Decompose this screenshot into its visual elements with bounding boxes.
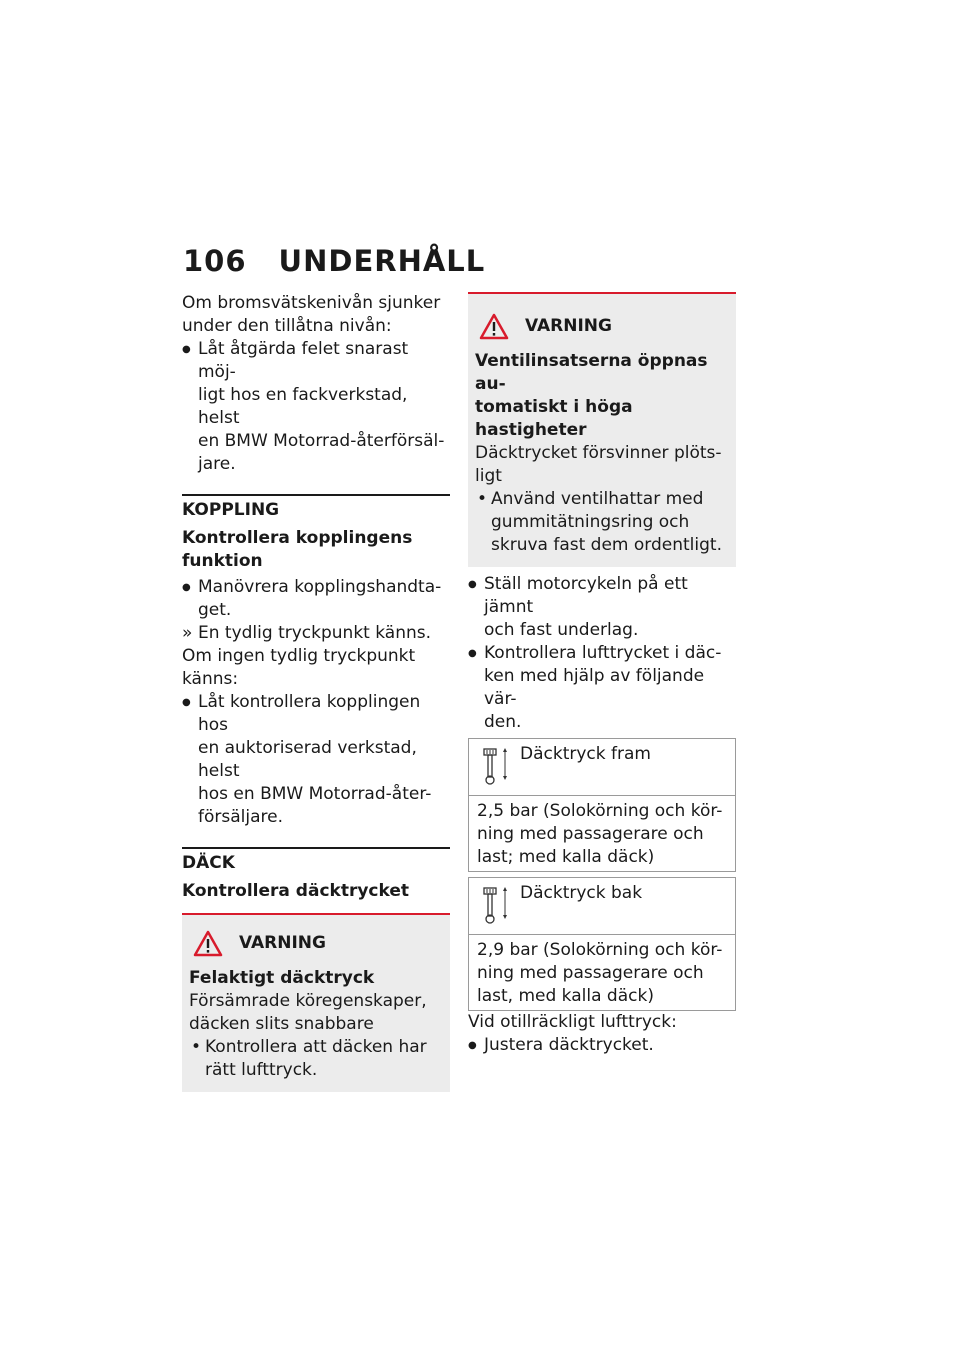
warning-label: VARNING	[239, 932, 326, 953]
warning-triangle-icon	[193, 930, 223, 957]
page-header	[183, 244, 485, 278]
section-title-koppling: KOPPLING	[182, 494, 450, 522]
intro-text: Om bromsvätskenivån sjunker under den tillåtna nivån:	[182, 293, 441, 336]
warning-title: Ventilinsatserna öppnas au- tomatiskt i höga hastigheter	[475, 351, 708, 440]
spec-dacktryck-fram	[468, 738, 736, 872]
tire-pressure-gauge-icon	[483, 747, 513, 787]
bullet-kontrollera-lufttrycket: ● Kontrollera lufttrycket i däc- ken med hjälp av följande vär- den.	[468, 642, 736, 734]
koppling-bullet-1: ● Manövrera kopplingshandta- get.	[182, 576, 450, 622]
warning-box-ventilinsatser	[468, 292, 736, 567]
warning-text: Försämrade köregenskaper, däcken slits snabbare	[189, 991, 427, 1034]
heading-kontrollera-dacktrycket: Kontrollera däcktrycket	[182, 881, 410, 901]
warning-box-dacktryck	[182, 913, 450, 1092]
spec-dacktryck-bak	[468, 877, 736, 1011]
section-title-dack: DÄCK	[182, 847, 450, 875]
spec-label-fram: Däcktryck fram	[520, 744, 651, 764]
left-column	[182, 292, 450, 1092]
warning-label: VARNING	[525, 315, 612, 336]
bullet-justera: ● Justera däcktrycket.	[468, 1034, 736, 1057]
condition-otillrackligt: Vid otillräckligt lufttryck:	[468, 1012, 677, 1032]
bullet-stall-motorcykeln: ● Ställ motorcykeln på ett jämnt och fast underlag.	[468, 573, 736, 642]
warning-triangle-icon	[479, 313, 509, 340]
spec-value-bak: 2,9 bar (Solokörning och kör- ning med passagerare och last, med kalla däck)	[477, 940, 723, 1006]
intro-bullet: ● Låt åtgärda felet snarast möj- ligt hos en fackverkstad, helst en BMW Motorrad-återförsäl- jare.	[182, 338, 450, 476]
koppling-bullet-2: ● Låt kontrollera kopplingen hos en auktoriserad verkstad, helst hos en BMW Motorrad-åter- försäljare.	[182, 691, 450, 829]
koppling-condition: Om ingen tydlig tryckpunkt känns:	[182, 646, 416, 689]
tire-pressure-gauge-icon	[483, 886, 513, 926]
koppling-result: » En tydlig tryckpunkt känns.	[182, 622, 450, 645]
heading-kopplingens-funktion: Kontrollera kopplingens funktion	[182, 528, 413, 571]
warning-text: Däcktrycket försvinner plöts- ligt	[475, 443, 722, 486]
page-title: UNDERHÅLL	[278, 244, 486, 278]
spec-label-bak: Däcktryck bak	[520, 883, 643, 903]
warning-bullet: • Använd ventilhattar med gummitätningsring och skruva fast dem ordentligt.	[475, 488, 729, 557]
spec-value-fram: 2,5 bar (Solokörning och kör- ning med passagerare och last; med kalla däck)	[477, 801, 723, 867]
warning-title: Felaktigt däcktryck	[189, 968, 375, 988]
warning-bullet: • Kontrollera att däcken har rätt lufttryck.	[189, 1036, 443, 1082]
right-column	[468, 292, 736, 1057]
page-number: 106	[183, 244, 247, 278]
